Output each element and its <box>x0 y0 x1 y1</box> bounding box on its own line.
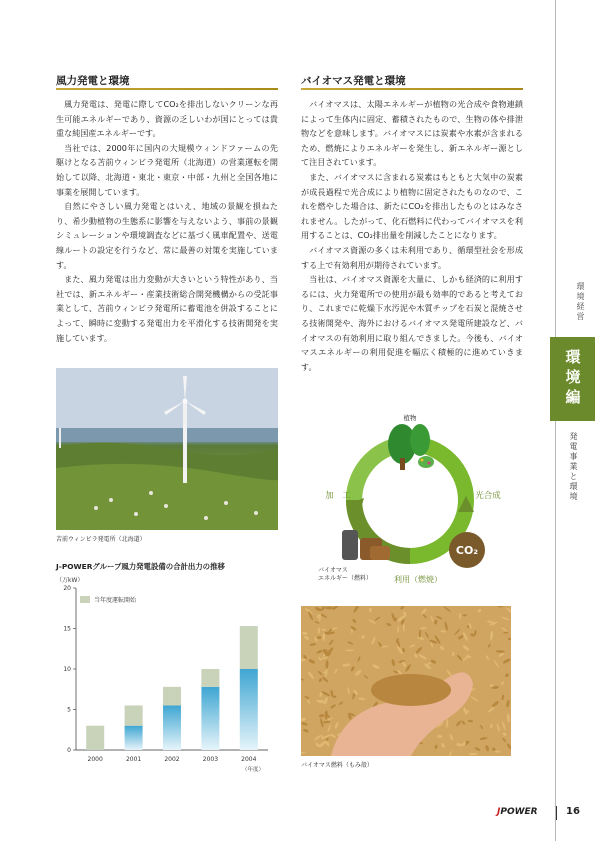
photosynthesis-label: 光合成 <box>475 491 501 501</box>
fuel-label <box>318 566 372 582</box>
bar-segment <box>201 687 219 750</box>
y-tick-label: 15 <box>63 625 71 633</box>
wind-paragraph: 当社では、2000年に国内の大規模ウィンドファームの先駆けとなる苫前ウィンビラ発電所（北海道）の営業運転を開始して以降、北海道・東北・東京・中部・九州と全国各地に事業を展開しています。 <box>56 142 278 197</box>
use-label: 利用（燃焼） <box>394 575 442 584</box>
bar-segment <box>240 669 258 750</box>
y-tick-label: 5 <box>67 706 71 714</box>
bar-segment <box>125 705 143 725</box>
x-tick-label: 2003 <box>202 756 219 763</box>
bar-segment <box>163 687 181 706</box>
biomass-paragraph: バイオマス資源の多くは未利用であり、循環型社会を形成する上で有効利用が期待されています。 <box>301 244 523 270</box>
x-tick-label: 2001 <box>125 756 142 763</box>
legend-swatch <box>80 596 90 603</box>
bar-segment <box>201 669 219 687</box>
biomass-cycle-diagram <box>300 400 520 596</box>
y-tick-label: 20 <box>63 585 71 592</box>
biomass-paragraph: バイオマスは、太陽エネルギーが植物の光合成や食物連鎖によって生体内に固定、蓄積されたもので、生物の体や排泄物などを意味します。バイオマスには炭素や水素が含まれるため、燃焼によりエネルギーを発生し、新エネルギー源として注目されています。 <box>301 99 523 168</box>
chart-ylabel: （万kW） <box>56 577 84 584</box>
co2-label: CO₂ <box>455 544 479 557</box>
fuel-label-line: エネルギー（燃料） <box>318 575 373 582</box>
wind-paragraph: 風力発電は、発電に際してCO₂を排出しないクリーンな再生可能エネルギーであり、資源の乏しいわが国にとっては貴重な純国産エネルギーです。 <box>56 99 278 139</box>
chart-legend <box>80 596 137 604</box>
sidebar-subsection[interactable]: 発電事業と環境 <box>569 432 578 502</box>
logo-j: J <box>497 807 501 817</box>
husk-grain <box>403 624 405 632</box>
bar-segment <box>240 626 258 669</box>
sidebar-current-section[interactable] <box>550 337 595 421</box>
biomass-paragraph: また、バイオマスに含まれる炭素はもともと大気中の炭素が成長過程で光合成により植物に固定されたものなので、これを燃やした場合は、新たにCO₂を排出したものとはみなされません。したがって、化石燃料に代わってバイオマスを利用することは、CO₂排出量を削減したことになります。 <box>301 171 523 241</box>
wind-heading: 風力発電と環境 <box>56 75 130 87</box>
chart-plot <box>63 585 268 763</box>
footer-separator <box>556 806 557 820</box>
jpower-logo <box>497 807 538 817</box>
y-tick-label: 0 <box>67 747 71 754</box>
bar-segment <box>163 705 181 750</box>
bar-segment <box>86 726 104 750</box>
wind-farm-illustration <box>56 368 278 530</box>
rice-husk-illustration <box>301 606 511 756</box>
biomass-paragraph: 当社は、バイオマス資源を大量に、しかも経済的に利用するには、火力発電所での使用が最も効率的であると考えており、これまでに乾燥下水汚泥や木質チップを石炭と混焼させる技術開発や、海外におけるバイオマス発電所建設など、バイオマスの有効利用に取り組んできました。今後も、バイオマスエネルギーの利用促進を幅広く積極的に進めていきます。 <box>301 274 523 372</box>
x-tick-label: 2004 <box>241 756 257 763</box>
biomass-photo-caption: バイオマス燃料（もみ殻） <box>301 762 373 769</box>
wind-body <box>56 97 278 345</box>
page-number: 16 <box>566 806 580 817</box>
wind-photo-caption: 苫前ウィンビラ発電所（北海道） <box>56 536 146 543</box>
process-label: 加 工 <box>325 491 351 501</box>
x-tick-label: 2002 <box>164 756 180 763</box>
wind-farm-photo <box>56 368 278 530</box>
chart-title: J-POWERグループ風力発電設備の合計出力の推移 <box>56 562 225 571</box>
plants-icon <box>388 424 434 470</box>
right-sidebar <box>555 0 595 841</box>
biomass-heading: バイオマス発電と環境 <box>301 75 406 87</box>
logo-text: POWER <box>500 807 538 817</box>
y-tick-label: 10 <box>63 666 71 673</box>
plants-label: 植物 <box>403 414 417 422</box>
wind-paragraph: また、風力発電は出力変動が大きいという特性があり、当社では、新エネルギー・産業技術総合開発機構からの受託事業として、苫前ウィンビラ発電所に蓄電池を併設することによって、瞬時に変動する発電出力を平滑化する技術開発を実施しています。 <box>56 274 278 343</box>
fuel-label-line: バイオマス <box>318 567 348 574</box>
sidebar-section-environment-management[interactable]: 環境経営 <box>576 282 585 322</box>
sidebar-current-section-label: 環境編 <box>563 349 582 409</box>
husk-pile <box>371 674 451 706</box>
husk-grain <box>345 650 354 652</box>
legend-label: 当年度運転開始 <box>94 597 137 604</box>
husk-grain <box>463 614 467 616</box>
x-tick-label: 2000 <box>87 756 103 763</box>
wind-paragraph: 自然にやさしい風力発電とはいえ、地域の景観を損ねたり、希少動植物の生態系に影響を与えないよう、事前の景観シミュレーションや環境調査などに基づく風車配置や、送電線ルートの設定を行うなど、常に最善の対策を実施しています。 <box>56 201 278 270</box>
biomass-heading-rule <box>301 88 523 90</box>
wind-capacity-chart <box>56 572 278 772</box>
biomass-body <box>301 97 523 374</box>
bar-segment <box>125 726 143 750</box>
biomass-photo <box>301 606 511 756</box>
wind-heading-rule <box>56 88 278 90</box>
chart-xlabel: （年度） <box>242 767 265 772</box>
